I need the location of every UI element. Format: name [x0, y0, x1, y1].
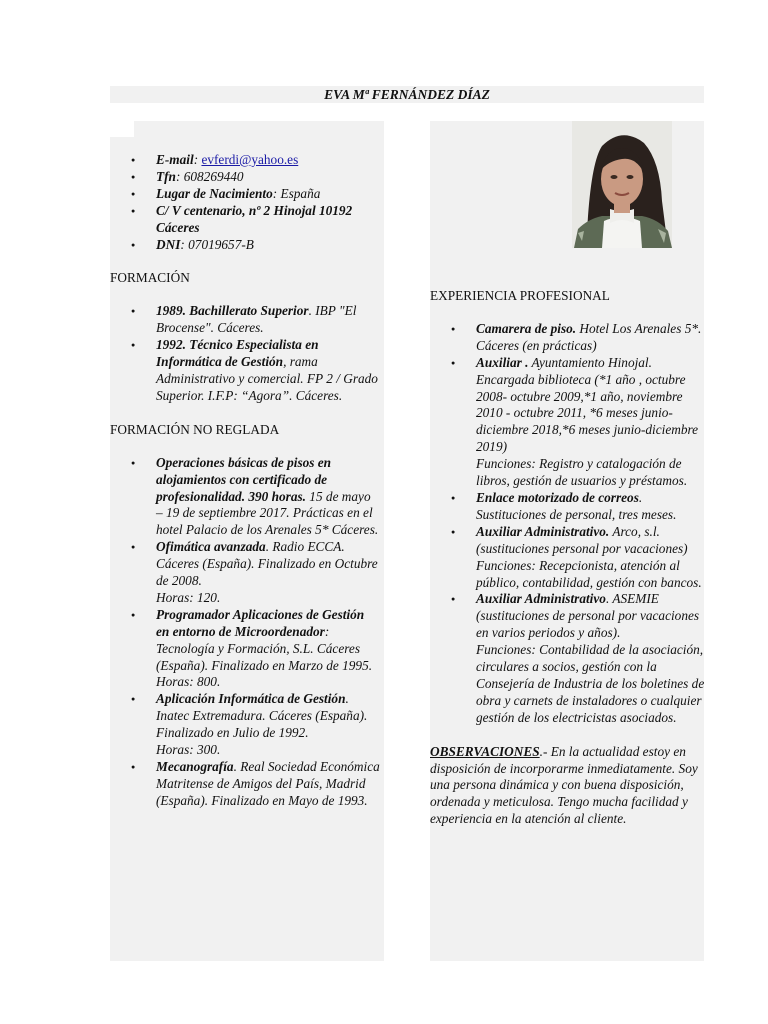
item-text: , rama Administrativo y comercial. FP 2 / Grado Superior. I.F.P: “Agora”. Cáceres. — [156, 354, 378, 403]
section-title-experiencia: EXPERIENCIA PROFESIONAL — [430, 288, 610, 303]
item-text: . Radio ECCA. Cáceres (España). Finalizado en Octubre de 2008. — [156, 539, 378, 589]
list-item — [110, 337, 380, 405]
list-item — [110, 539, 380, 607]
list-item — [110, 691, 380, 759]
portrait-image — [572, 121, 672, 248]
list-item — [430, 591, 706, 726]
item-title: Mecanografía — [156, 759, 234, 774]
list-item — [110, 203, 380, 237]
list-item — [110, 455, 380, 540]
address: C/ V centenario, nº 2 Hinojal 10192 Cáceres — [156, 202, 353, 235]
list-item: ● E-mail: evferdi@yahoo.es — [110, 152, 380, 169]
observaciones — [430, 744, 706, 829]
item-text: . Sustituciones de personal, tres meses. — [476, 489, 677, 522]
phone-label: Tfn — [156, 168, 176, 184]
email-link[interactable]: evferdi@yahoo.es — [201, 152, 299, 167]
list-item — [110, 759, 380, 810]
observaciones-text: .- En la actualidad estoy en disposición de incorporarme inmediatamente. Soy una persona dinámica y con buena disposición, ordenada y meticulosa. Tengo mucha facilidad y experiencia en la atención al cliente. — [430, 743, 698, 827]
item-title: Aplicación Informática de Gestión — [156, 691, 346, 707]
contact-list — [110, 152, 380, 253]
observaciones-label: OBSERVACIONES — [430, 743, 540, 759]
item-text: . IBP "El Brocense". Cáceres. — [156, 303, 357, 336]
list-item — [430, 321, 706, 355]
list-item: ● DNI: 07019657-B — [110, 237, 380, 254]
left-column-notch — [110, 121, 134, 137]
item-title: Operaciones básicas de pisos en alojamientos con certificado de profesionalidad. 390 horas. — [156, 454, 332, 504]
list-item — [430, 355, 706, 490]
left-content — [110, 152, 380, 810]
item-text: Arco, s.l. (sustituciones personal por vacaciones) — [476, 523, 688, 556]
dni-value: 07019657-B — [188, 236, 254, 252]
item-title: 1989. Bachillerato Superior — [156, 303, 309, 319]
list-item — [110, 607, 380, 692]
item-title: Ofimática avanzada — [156, 539, 266, 555]
item-hours: Horas: 300. — [156, 742, 221, 758]
item-text: . Inatec Extremadura. Cáceres (España). Finalizado en Julio de 1992. — [156, 691, 368, 741]
item-text: . ASEMIE (sustituciones de personal por vacaciones en varios periodos y años). — [476, 591, 700, 641]
list-item: ● Tfn: 608269440 — [110, 169, 380, 186]
item-title: Auxiliar . — [476, 354, 529, 370]
item-title: Auxiliar Administrativo. — [476, 523, 610, 539]
email-label: E-mail — [156, 152, 194, 167]
list-item — [430, 524, 706, 592]
cv-name-header — [110, 86, 704, 103]
item-title: Auxiliar Administrativo — [476, 591, 606, 607]
item-title: Camarera de piso. — [476, 320, 577, 336]
item-text: Hotel Los Arenales 5*. Cáceres (en prácticas) — [476, 320, 702, 353]
list-item — [430, 490, 706, 524]
list-item — [110, 303, 380, 337]
item-text: : Tecnología y Formación, S.L. Cáceres (España). Finalizado en Marzo de 1995. — [156, 623, 373, 673]
phone-value: 608269440 — [183, 168, 244, 184]
item-title: Enlace motorizado de correos — [476, 489, 639, 505]
item-hours: Horas: 800. — [156, 674, 221, 690]
experiencia-list — [430, 321, 706, 727]
item-hours: Horas: 120. — [156, 589, 221, 605]
formacion-list — [110, 303, 380, 404]
dni-label: DNI — [156, 236, 181, 252]
formacion-no-reglada-list — [110, 455, 380, 810]
list-item: ● Lugar de Nacimiento: España — [110, 186, 380, 203]
item-title: 1992. Técnico Especialista en Informática de Gestión — [156, 337, 319, 370]
item-title: Programador Aplicaciones de Gestión en entorno de Microordenador — [156, 606, 365, 639]
item-text: Ayuntamiento Hinojal. Encargada biblioteca (*1 año , octubre 2008- octubre 2009,*1 año, noviembre 2010 - octubre 2011, *6 meses junio-diciembre 2018,*6 meses junio-diciembre 2019) — [476, 354, 699, 455]
cv-name: EVA Mª FERNÁNDEZ DÍAZ — [324, 87, 490, 102]
section-title-formacion: FORMACIÓN — [110, 270, 190, 286]
birth-value: España — [280, 185, 321, 201]
item-text: 15 de mayo – 19 de septiembre 2017. Prácticas en el hotel Palacio de los Arenales 5* Cáceres. — [156, 488, 379, 538]
item-text: . Real Sociedad Económica Matritense de Amigos del País, Madrid (España). Finalizado en Mayo de 1993. — [156, 759, 380, 808]
section-title-formacion-no-reglada: FORMACIÓN NO REGLADA — [110, 421, 280, 437]
right-content — [430, 288, 706, 828]
profile-photo — [572, 121, 672, 248]
birth-label: Lugar de Nacimiento — [156, 185, 273, 201]
item-functions: Funciones: Contabilidad de la asociación, circulares a socios, gestión con la Consejería de Industria de los boletines de obra y carnets de instaladores o cualquier gestión de los electricistas asociados. — [476, 642, 705, 725]
item-functions: Funciones: Registro y catalogación de libros, gestión de usuarios y préstamos. — [476, 456, 688, 489]
item-functions: Funciones: Recepcionista, atención al público, contabilidad, gestión con bancos. — [476, 557, 702, 590]
